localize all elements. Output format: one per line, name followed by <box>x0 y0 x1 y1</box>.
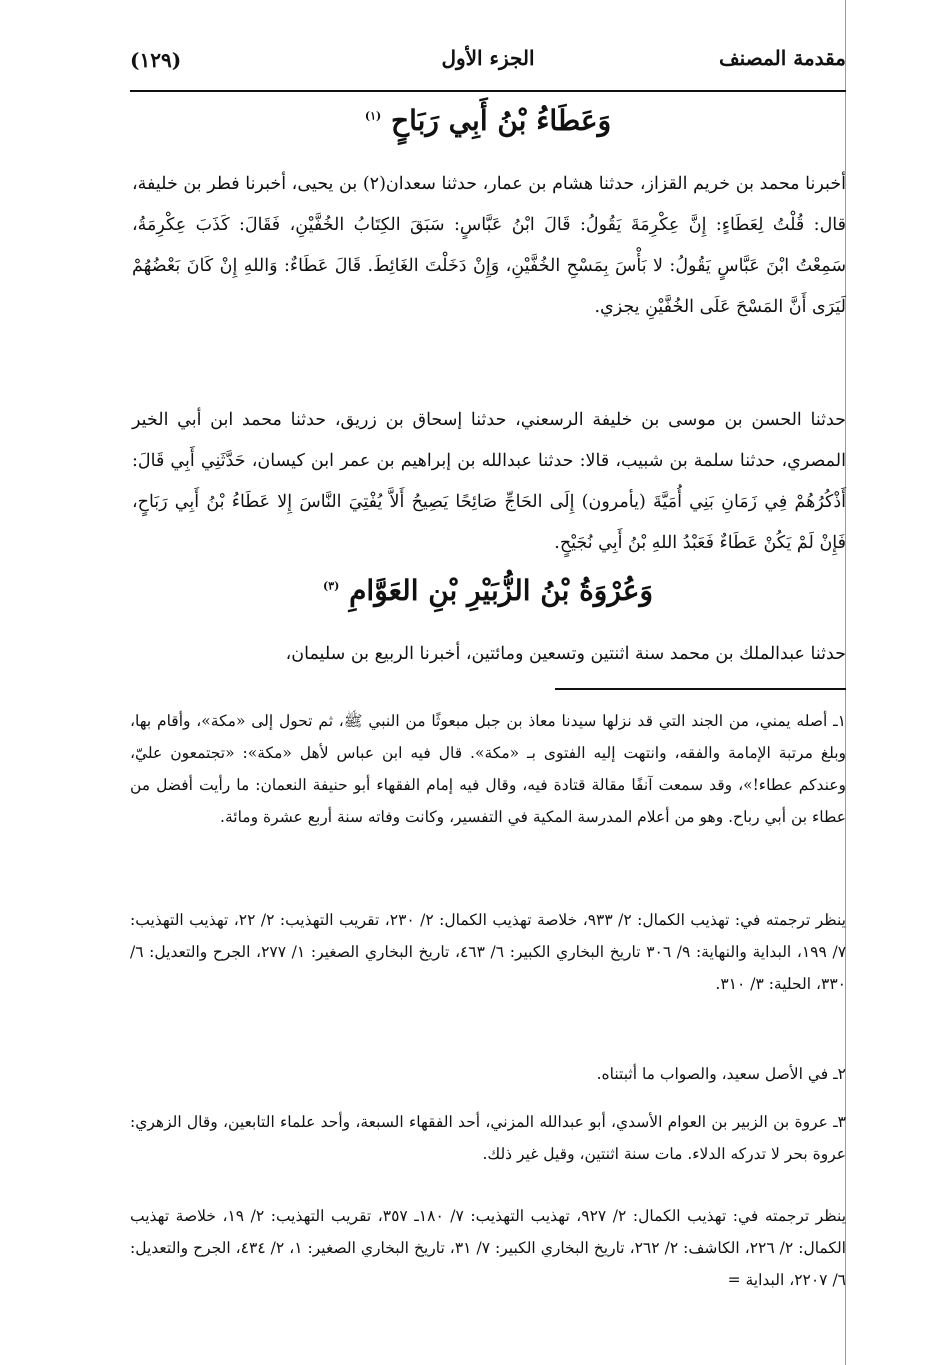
header-rule <box>130 90 846 92</box>
body-paragraph: أخبرنا محمد بن خريم القزاز، حدثنا هشام بن عمار، حدثنا سعدان(٢) بن يحيى، أخبرنا فطر بن خليفة، قال: قُلْتُ لِعَطَاءٍ: إِنَّ عِكْرِمَةَ يَقُولُ: قَالَ ابْنُ عَبَّاسٍ: سَبَقَ الكِتَابُ الخُفَّيْنِ، فَقَالَ: كَذَبَ عِكْرِمَةُ، سَمِعْتُ ابْنَ عَبَّاسٍ يَقُولُ: لا بَأْسَ بِمَسْحِ الخُفَّيْنِ، وَإِنْ دَخَلْتَ الغَائِطَ. قَالَ عَطَاءٌ: وَاللهِ إِنْ كَانَ بَعْضُهُمْ لَيَرَى أَنَّ المَسْحَ عَلَى الخُفَّيْنِ يجزي. <box>132 174 846 317</box>
body-paragraph: حدثنا الحسن بن موسى بن خليفة الرسعني، حدثنا إسحاق بن زريق، حدثنا محمد ابن أبي الخير المصري، حدثنا سلمة بن شبيب، قالا: حدثنا عبدالله بن إبراهيم بن عمر ابن كيسان، حَدَّثَنِي أَبِي قَالَ: أَذْكُرُهُمْ فِي زَمَانِ بَنِي أُمَيَّةَ (يأمرون) إِلَى الحَاجِّ صَائِحًا يَصِيحُ أَلاَّ يُفْتِيَ النَّاسَ إِلا عَطَاءُ بْنُ أَبِي رَبَاحٍ، فَإِنْ لَمْ يَكُنْ عَطَاءٌ فَعَبْدُ اللهِ بْنُ أَبِي نُجَيْحٍ. <box>132 410 846 553</box>
section-title: مقدمة المصنف <box>718 46 846 70</box>
heading-footnote-ref: (٣) <box>322 579 340 593</box>
footnote-1-references: ينظر ترجمته في: تهذيب الكمال: ٢/ ٩٣٣، خلاصة تهذيب الكمال: ٢/ ٢٣٠، تقريب التهذيب: ٢/ ٢٢، تهذيب التهذيب: ٧/ ١٩٩، البداية والنهاية: ٩/ ٣٠٦ تاريخ البخاري الكبير: ٦/ ٤٦٣، تاريخ البخاري الصغير: ١/ ٢٧٧، الجرح والتعديل: ٦/ ٣٣٠، الحلية: ٣/ ٣١٠. <box>130 911 847 993</box>
heading-footnote-ref: (١) <box>364 109 382 123</box>
section-heading-ata <box>130 104 846 137</box>
part-title: الجزء الأول <box>441 46 535 70</box>
footnote-3: ٣ـ عروة بن الزبير بن العوام الأسدي، أبو عبدالله المزني، أحد الفقهاء السبعة، وأحد علماء التابعين، وقال الزهري: عروة بحر لا تدركه الدلاء. مات سنة اثنتين، وقيل غير ذلك. <box>130 1113 846 1163</box>
page-number: (١٢٩) <box>130 48 182 72</box>
section-heading-urwa <box>130 574 846 607</box>
body-paragraph: حدثنا عبدالملك بن محمد سنة اثنتين وتسعين ومائتين، أخبرنا الربيع بن سليمان، <box>285 644 846 664</box>
heading-text: وَعُرْوَةُ بْنُ الزُّبَيْرِ بْنِ العَوَّامِ <box>349 574 654 607</box>
footnote-1: ١ـ أصله يمني، من الجند التي قد نزلها سيدنا معاذ بن جبل مبعوثًا من النبي ﷺ، ثم تحول إلى «مكة»، وأقام بها، وبلغ مرتبة الإمامة والفقه، وانتهت إليه الفتوى بـ «مكة». قال فيه ابن عباس لأهل «مكة»: «تجتمعون عليّ، وعندكم عطاء!»، وقد سمعت آنفًا مقالة قتادة فيه، وقال فيه إمام الفقهاء أبو حنيفة النعمان: ما رأيت أفضل من عطاء بن أبي رباح. وهو من أعلام المدرسة المكية في التفسير، وكانت وفاته سنة أربع عشرة ومائة. <box>130 712 846 826</box>
footnote-2: ٢ـ في الأصل سعيد، والصواب ما أثبتناه. <box>596 1065 846 1083</box>
heading-text: وَعَطَاءُ بْنُ أَبِي رَبَاحٍ <box>391 104 612 137</box>
footnote-3-references: ينظر ترجمته في: تهذيب الكمال: ٢/ ٩٢٧، تهذيب التهذيب: ٧/ ١٨٠ـ ٣٥٧، تقريب التهذيب: ٢/ ١٩، خلاصة تهذيب الكمال: ٢/ ٢٢٦، الكاشف: ٢/ ٢٦٢، تاريخ البخاري الكبير: ٧/ ٣١، تاريخ البخاري الصغير: ١، ٢/ ٤٣٤، الجرح والتعديل: ٦/ ٢٢٠٧، البداية = <box>130 1207 847 1289</box>
footnote-separator <box>555 688 846 690</box>
running-header <box>130 40 846 90</box>
